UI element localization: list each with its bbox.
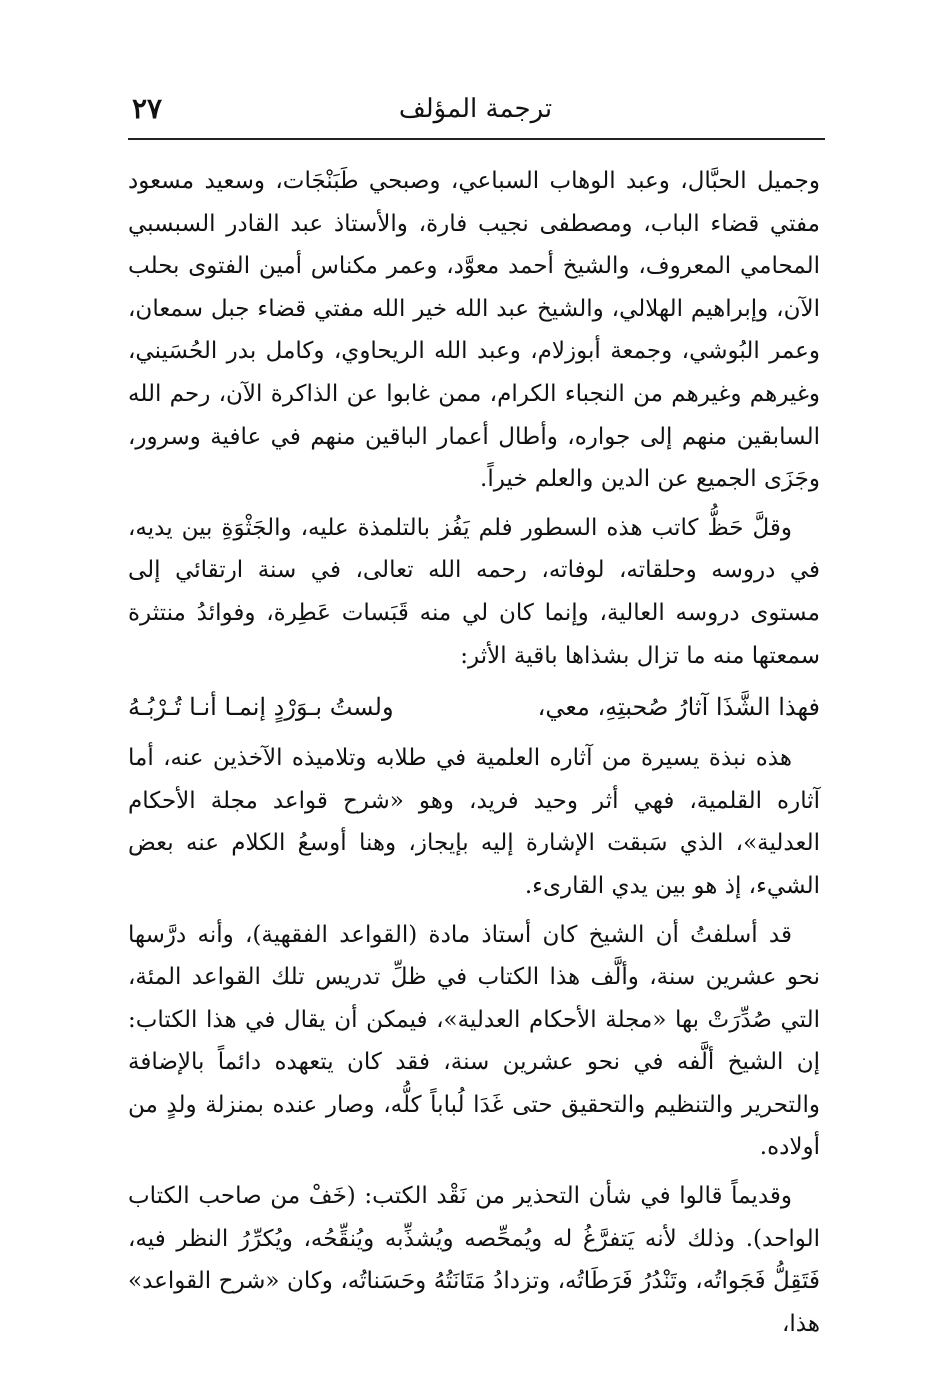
paragraph-students-list: وجميل الحبَّال، وعبد الوهاب السباعي، وصبحي طَبَنْجَات، وسعيد مسعود مفتي قضاء الباب، ومصطفى نجيب فارة، والأستاذ عبد القادر السبسبي المحامي المعروف، والشيخ أحمد معوَّد، وعمر مكناس أمين الفتوى بحلب الآن، وإبراهيم الهلالي، والشيخ عبد الله خير الله مفتي قضاء جبل سمعان، وعمر البُوشي، وجمعة أبوزلام، وعبد الله الريحاوي، وكامل بدر الحُسَيني، وغيرهم وغيرهم من النجباء الكرام، ممن غابوا عن الذاكرة الآن، رحم الله السابقين منهم إلى جواره، وأطال أعمار الباقين منهم في عافية وسرور، وجَزَى الجميع عن الدين والعلم خيراً.	[128, 168, 820, 493]
paragraph-single-book-saying: وقديماً قالوا في شأن التحذير من نَقْد الكتب: (خَفْ من صاحب الكتاب الواحد). وذلك لأنه يَتفرَّغُ له ويُمحِّصه ويُشذِّبه ويُنقِّحُه، ويُكرِّرُ النظر فيه، فَتَقِلُّ فَجَواتُه، وتَنْدُرُ فَرَطَاتُه، وتزدادُ مَتَانَتُهُ وحَسَناتُه، وكان «شرح القواعد» هذا،	[128, 1183, 820, 1337]
poetry-verse	[128, 683, 820, 731]
page-number: ٢٧	[132, 92, 163, 125]
header-rule	[128, 138, 825, 140]
paragraph-written-works: هذه نبذة يسيرة من آثاره العلمية في طلابه وتلاميذه الآخذين عنه، أما آثاره القلمية، فهي أثر وحيد فريد، وهو «شرح قواعد مجلة الأحكام العدلية»، الذي سَبقت الإشارة إليه بإيجاز، وهنا أوسعُ الكلام عنه بعض الشيء، إذ هو بين يدي القارىء.	[128, 745, 820, 899]
verse-first-half: فهذا الشَّذَا آثارُ صُحبتِهِ، معي،	[537, 693, 820, 722]
page-body	[128, 160, 820, 1345]
paragraph-author-regret: وقلَّ حَظُّ كاتب هذه السطور فلم يَفُز بالتلمذة عليه، والجَثْوَةِ بين يديه، في دروسه وحلقاته، لوفاته، رحمه الله تعالى، في سنة ارتقائي إلى مستوى دروسه العالية، وإنما كان لي منه قَبَسات عَطِرة، وفوائدُ منتثرة سمعتها منه ما تزال بشذاها باقية الأثر:	[128, 514, 820, 669]
verse-second-half: ولستُ بـوَرْدٍ إنمـا أنـا تُـرْبُـهُ	[128, 693, 394, 722]
header-title: ترجمة المؤلف	[398, 94, 553, 124]
running-header	[128, 88, 823, 130]
paragraph-teaching-rules: قد أسلفتُ أن الشيخ كان أستاذ مادة (القواعد الفقهية)، وأنه درَّسها نحو عشرين سنة، وألَّف هذا الكتاب في ظلِّ تدريس تلك القواعد المئة، التي صُدِّرَتْ بها «مجلة الأحكام العدلية»، فيمكن أن يقال في هذا الكتاب: إن الشيخ ألَّفه في نحو عشرين سنة، فقد كان يتعهده دائماً بالإضافة والتحرير والتنظيم والتحقيق حتى غَدَا لُباباً كلُّه، وصار عنده بمنزلة ولدٍ من أولاده.	[128, 921, 820, 1161]
